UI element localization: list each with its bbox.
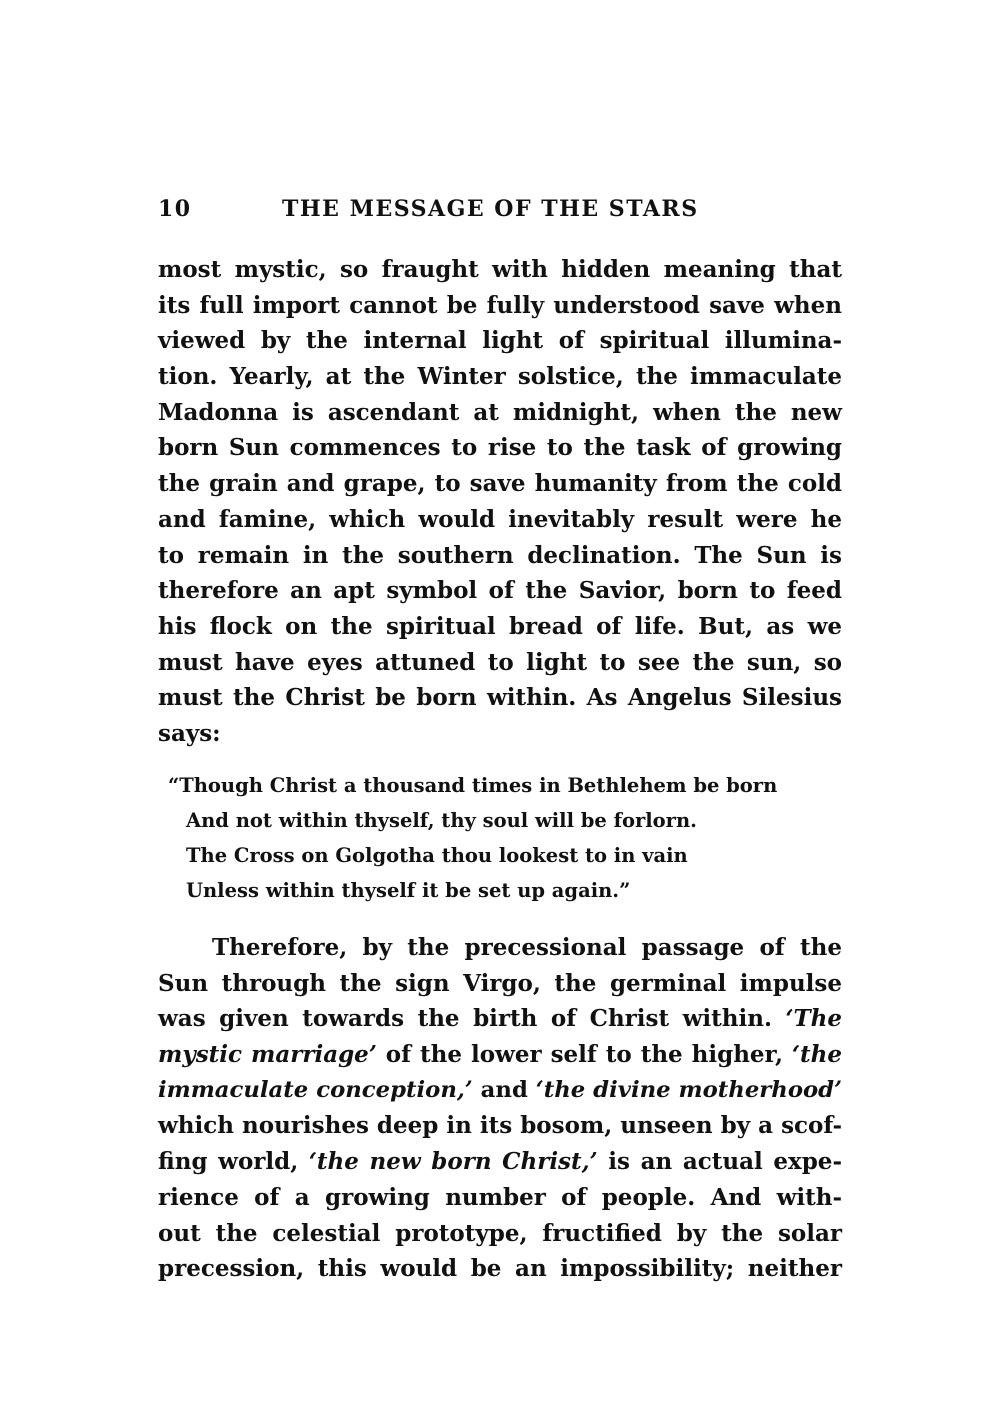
running-head [158, 196, 842, 228]
text-run: of the lower self to the higher, [376, 1041, 792, 1069]
text-line: must the Christ be born within. As Angelus Silesius [158, 684, 842, 712]
italic-run: mystic marriage’ [158, 1041, 377, 1069]
text-line: Sun through the sign Virgo, the germinal impulse [158, 969, 842, 997]
italic-run: ‘the new born Christ,’ [308, 1148, 598, 1176]
text-line: which nourishes deep in its bosom, unseen by a scof- [158, 1112, 842, 1140]
text-line [158, 1001, 842, 1037]
text-line: rience of a growing number of people. And with- [158, 1183, 842, 1211]
paragraph-1 [158, 252, 842, 752]
text-run: fing world, [158, 1148, 309, 1176]
verse-line: And not within thyself, thy soul will be forlorn. [186, 809, 697, 832]
text-line: to remain in the southern declination. The Sun is [158, 541, 842, 569]
verse-line: Unless within thyself it be set up again.” [186, 879, 631, 902]
text-line: the grain and grape, to save humanity from the cold [158, 470, 842, 498]
text-line: born Sun commences to rise to the task of growing [158, 434, 842, 462]
text-line: precession, this would be an impossibility; neither [158, 1255, 842, 1283]
text-line: Madonna is ascendant at midnight, when the new [158, 398, 842, 426]
verse-quotation [168, 768, 828, 908]
page-number: 10 [158, 196, 192, 222]
italic-run: ‘the divine motherhood’ [535, 1076, 843, 1103]
text-line: its full import cannot be fully understood save when [158, 291, 842, 319]
paragraph-2 [158, 930, 842, 1287]
text-run: is an actual expe- [597, 1148, 842, 1176]
text-line: viewed by the internal light of spiritual illumina- [158, 327, 842, 355]
text-line [158, 1144, 842, 1180]
text-line: most mystic, so fraught with hidden meaning that [158, 256, 842, 283]
verse-line: The Cross on Golgotha thou lookest to in vain [186, 844, 688, 867]
text-line: says: [158, 719, 221, 747]
verse-line: “Though Christ a thousand times in Bethlehem be born [168, 774, 778, 797]
text-line: his flock on the spiritual bread of life. But, as we [158, 612, 842, 640]
italic-run: immaculate conception,’ [158, 1076, 473, 1103]
italic-run: ‘The [785, 1005, 842, 1033]
text-line: must have eyes attuned to light to see the sun, so [158, 648, 842, 676]
text-run: and [472, 1076, 536, 1103]
text-line: and famine, which would inevitably result were he [158, 505, 842, 533]
text-line: out the celestial prototype, fructified by the solar [158, 1219, 842, 1247]
text-run: was given towards the birth of Christ within. [158, 1005, 786, 1033]
text-line: therefore an apt symbol of the Savior, born to feed [158, 577, 842, 605]
italic-run: ‘the [791, 1041, 842, 1069]
running-title: THE MESSAGE OF THE STARS [282, 196, 699, 222]
text-line [158, 1073, 842, 1109]
text-line: tion. Yearly, at the Winter solstice, the immaculate [158, 363, 842, 391]
text-line: Therefore, by the precessional passage of the [212, 934, 842, 961]
text-line [158, 1037, 842, 1073]
